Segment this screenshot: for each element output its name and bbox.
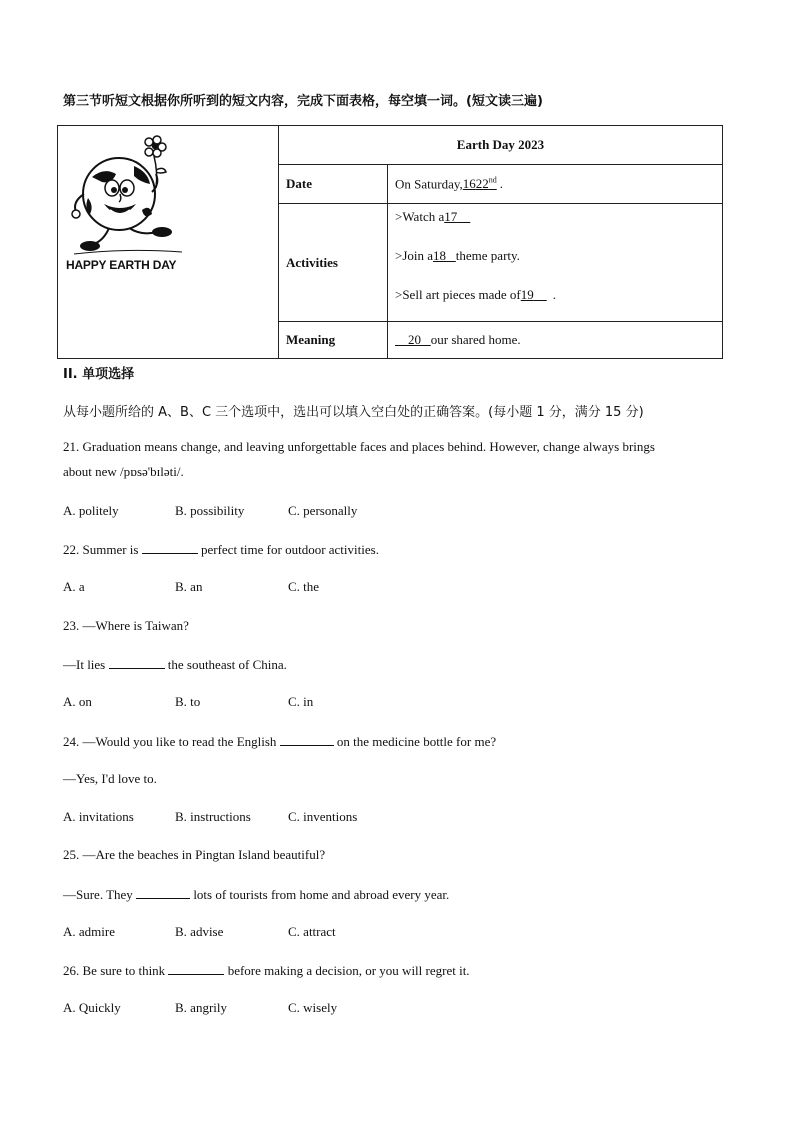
option-b[interactable]: B. to xyxy=(175,694,201,709)
date-blank-number: 16 xyxy=(462,176,476,192)
meaning-label: Meaning xyxy=(279,322,388,359)
question-22: 22. Summer is perfect time for outdoor activities. xyxy=(63,542,379,557)
answer-blank xyxy=(168,962,224,975)
option-b[interactable]: B. angrily xyxy=(175,1000,227,1015)
question-23-answer-line: —It lies the southeast of China. xyxy=(63,657,287,672)
option-c[interactable]: C. the xyxy=(288,579,320,594)
question-26: 26. Be sure to think before making a decision, or you will regret it. xyxy=(63,963,470,978)
question-24-reply: —Yes, I'd love to. xyxy=(63,771,157,786)
option-b[interactable]: B. instructions xyxy=(175,809,251,824)
answer-blank xyxy=(109,656,165,669)
answer-blank-18: 18 xyxy=(433,248,447,263)
option-c[interactable]: C. inventions xyxy=(288,809,358,824)
answer-blank xyxy=(280,733,334,746)
date-value xyxy=(388,165,723,204)
option-b[interactable]: B. advise xyxy=(175,924,224,939)
activities-label: Activities xyxy=(279,204,388,322)
date-day-number: 22 xyxy=(475,176,489,192)
answer-blank-19: 19 xyxy=(520,287,534,302)
question-23: 23. —Where is Taiwan? xyxy=(63,618,189,633)
earth-day-table xyxy=(57,125,723,359)
table-title: Earth Day 2023 xyxy=(279,126,723,165)
option-a[interactable]: A. Quickly xyxy=(63,1000,121,1015)
option-c[interactable]: C. in xyxy=(288,694,314,709)
meaning-value: 20 our shared home. xyxy=(388,322,723,359)
option-c[interactable]: C. attract xyxy=(288,924,336,939)
question-24: 24. —Would you like to read the English on the medicine bottle for me? xyxy=(63,734,497,749)
date-prefix: On Saturday, xyxy=(395,176,463,192)
activities-list xyxy=(388,204,723,322)
option-a[interactable]: A. a xyxy=(63,579,85,594)
activity-item: >Join a18 theme party. xyxy=(395,248,520,263)
activity-item: >Watch a17 xyxy=(395,209,458,224)
answer-blank xyxy=(142,541,198,554)
date-end: . xyxy=(499,176,504,192)
option-a[interactable]: A. politely xyxy=(63,503,119,518)
date-label: Date xyxy=(279,165,388,204)
option-c[interactable]: C. wisely xyxy=(288,1000,338,1015)
earth-day-image-cell xyxy=(58,126,279,359)
image-caption: HAPPY EARTH DAY xyxy=(66,258,177,272)
answer-blank xyxy=(136,886,190,899)
happy-earth-day-illustration xyxy=(64,132,194,272)
answer-blank-17: 17 xyxy=(444,209,458,224)
option-a[interactable]: A. admire xyxy=(63,924,115,939)
option-c[interactable]: C. personally xyxy=(288,503,358,518)
question-25-answer-line: —Sure. They lots of tourists from home and abroad every year. xyxy=(63,887,450,902)
part2-heading: II. 单项选择 xyxy=(63,367,135,382)
option-b[interactable]: B. possibility xyxy=(175,503,245,518)
question-25: 25. —Are the beaches in Pingtan Island beautiful? xyxy=(63,847,326,862)
option-b[interactable]: B. an xyxy=(175,579,203,594)
activity-item: >Sell art pieces made of19 . xyxy=(395,287,556,302)
option-a[interactable]: A. invitations xyxy=(63,809,134,824)
answer-blank-20: 20 xyxy=(408,332,421,347)
date-blank xyxy=(463,176,497,191)
option-a[interactable]: A. on xyxy=(63,694,92,709)
part2-instruction: 从每小题所给的 A、B、C 三个选项中，选出可以填入空白处的正确答案。(每小题 1 分，满分 15 分) xyxy=(63,405,644,420)
section-heading: 第三节听短文根据你所听到的短文内容，完成下面表格，每空填一词。(短文读三遍) xyxy=(63,94,543,109)
date-ordinal-suffix: nd xyxy=(488,175,497,185)
question-21: 21. Graduation means change, and leaving unforgettable faces and places behind. However, change always brings xyxy=(63,439,655,454)
question-21-cont: about new /pɒsə'bɪləti/. xyxy=(63,464,184,479)
